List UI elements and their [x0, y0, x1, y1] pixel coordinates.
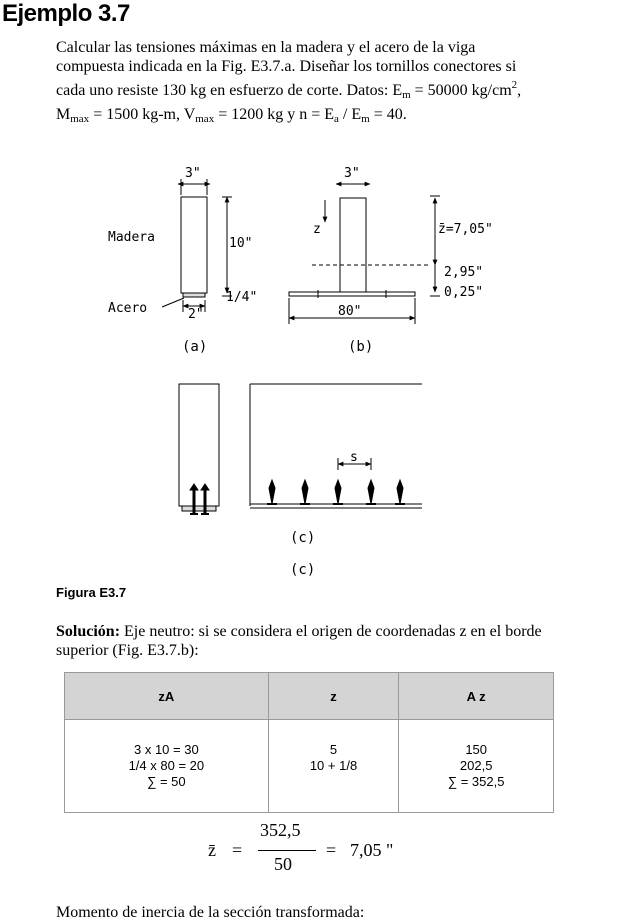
figure-a-madera-label: Madera	[108, 230, 155, 245]
figure-a-height: 10"	[229, 236, 253, 251]
figure-b-z-axis: z	[313, 222, 321, 237]
solution-line-1: Eje neutro: si se considera el origen de coordenadas z en el borde	[120, 623, 542, 640]
figure-b-d2: 0,25"	[444, 285, 484, 300]
table-cell-z	[268, 720, 399, 813]
figure-a-section	[162, 179, 232, 312]
problem-line-4: $M_{max} = 1500$ kg-m, $V_{max} = 1200$ kg y $n = E_a / E_m = 40$.	[56, 106, 407, 125]
centroid-formula	[208, 820, 508, 880]
figure-c-spacing: s	[350, 450, 358, 465]
table-header-z: z	[268, 673, 399, 720]
area-total: ∑ = 50	[147, 774, 186, 789]
formula-lhs: z̄	[208, 840, 216, 860]
formula-denominator: 50	[274, 854, 292, 874]
neutral-axis-table	[64, 672, 554, 813]
table-cell-areas	[65, 720, 269, 813]
az-wood: 150	[465, 742, 488, 757]
problem-line-2: compuesta indicada en la Fig. E3.7.a. Diseñar los tornillos conectores si	[56, 58, 517, 75]
formula-equals-2: =	[326, 840, 337, 860]
problem-line-1: Calcular las tensiones máximas en la madera y el acero de la viga	[56, 39, 476, 56]
figure-b-zbar: z̄=7,05"	[438, 222, 493, 237]
fraction-bar	[258, 850, 316, 851]
az-steel: 202,5	[459, 758, 493, 773]
table-header-az: A z	[399, 673, 554, 720]
z-wood: 5	[329, 742, 338, 757]
figure-caption: Figura E3.7	[56, 585, 127, 600]
formula-numerator: 352,5	[260, 820, 301, 840]
table-cell-az	[399, 720, 554, 813]
table-header-za: zA	[65, 673, 269, 720]
figure-b-width-top: 3"	[344, 166, 360, 181]
screw-2	[300, 480, 310, 504]
table-row	[65, 720, 554, 813]
figure-c-caption-1: (c)	[290, 530, 316, 546]
figure-b-plate-width: 80"	[338, 304, 362, 319]
area-steel: 1/4 x 80 = 20	[128, 758, 205, 773]
figure-a-width-top: 3"	[185, 166, 201, 181]
figure-a-caption: (a)	[182, 339, 208, 355]
solution-line-2: superior (Fig. E3.7.b):	[56, 642, 199, 659]
figure-a-acero-label: Acero	[108, 301, 148, 316]
screw-row	[267, 480, 405, 504]
z-steel: 10 + 1/8	[309, 758, 358, 773]
figure-c-caption-2: (c)	[290, 562, 316, 578]
figure-b-section	[289, 184, 440, 324]
table-header-row	[65, 673, 554, 720]
problem-line-3: cada uno resiste 130 kg en esfuerzo de corte. Datos: $E_m = 50000$ $kg/cm^2$,	[56, 79, 522, 101]
figure-b-d1: 2,95"	[444, 265, 484, 280]
figure-a-width-bottom: 2"	[188, 307, 204, 322]
screw-3	[333, 480, 343, 504]
moment-of-inertia-text: Momento de inercia de la sección transformada:	[56, 904, 365, 921]
formula-equals-1: =	[232, 840, 243, 860]
example-heading: Ejemplo 3.7	[2, 0, 130, 27]
figure-a-plate-thickness: 1/4"	[226, 290, 258, 305]
figure-c-cross-section	[179, 384, 219, 514]
formula-result: 7,05 "	[350, 840, 394, 860]
solution-text	[56, 622, 616, 660]
az-total: ∑ = 352,5	[447, 774, 505, 789]
screw-5	[395, 480, 405, 504]
screw-1	[267, 480, 277, 504]
screw-4	[366, 480, 376, 504]
area-wood: 3 x 10 = 30	[134, 742, 199, 757]
solution-label: Solución:	[56, 623, 121, 640]
figure-b-caption: (b)	[348, 339, 374, 355]
